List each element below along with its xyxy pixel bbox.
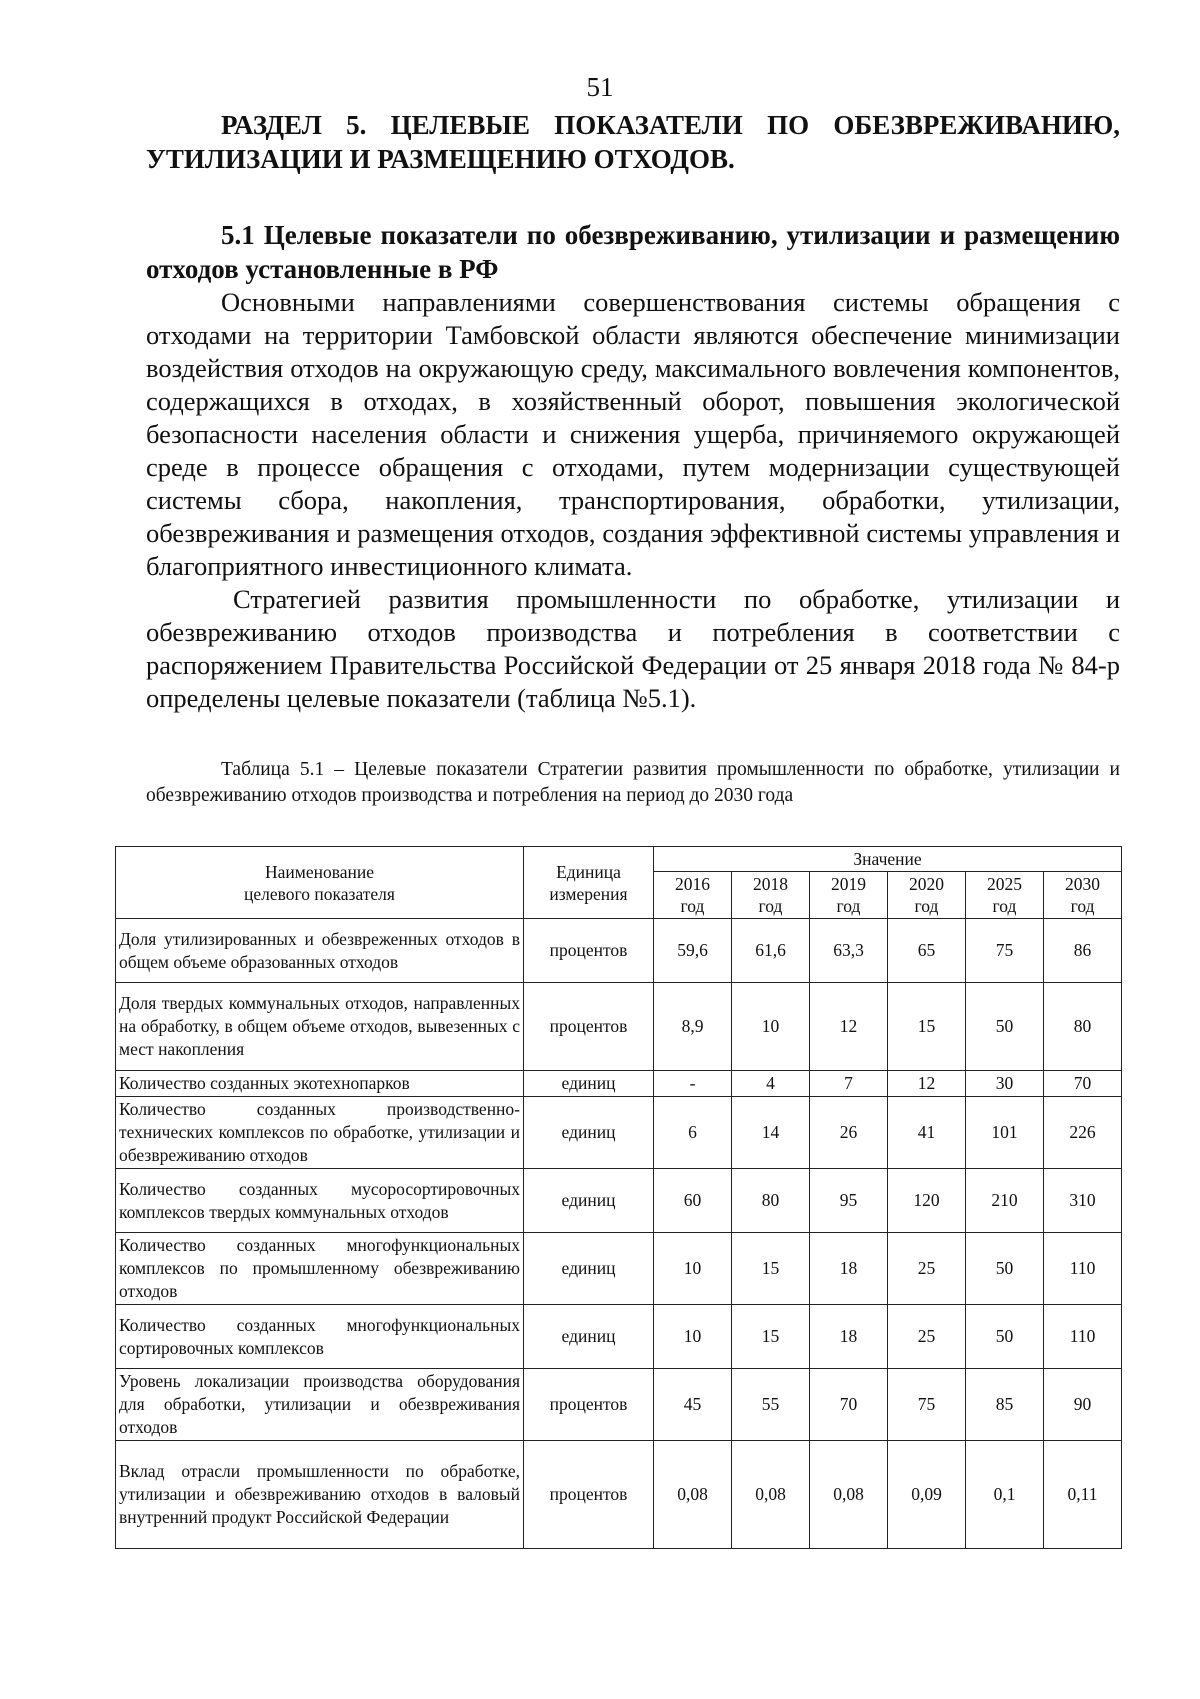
body-paragraph-2: Стратегией развития промышленности по обработке, утилизации и обезвреживанию отходов производства и потребления в соответствии с распоряжением Правительства Российской Федерации от 25 января 2018 года № 84-р определены целевые показатели (таблица №5.1). [146, 584, 1120, 713]
value-cell-2020: 25 [888, 1233, 966, 1305]
table-row [116, 983, 1122, 1071]
value-cell-2020: 75 [888, 1369, 966, 1441]
table-row [116, 1097, 1122, 1169]
unit-cell: процентов [524, 1369, 654, 1441]
year-suffix: год [836, 896, 861, 916]
value-cell-2018: 15 [732, 1305, 810, 1369]
table-row [116, 1305, 1122, 1369]
value-cell-2030: 226 [1044, 1097, 1122, 1169]
value-cell-2019: 18 [810, 1233, 888, 1305]
value-cell-2030: 110 [1044, 1233, 1122, 1305]
table-header-row [116, 847, 1122, 872]
value-cell-2025: 75 [966, 919, 1044, 983]
header-name-line-2: целевого показателя [244, 883, 395, 904]
targets-table-container [115, 846, 1121, 1549]
value-cell-2030: 110 [1044, 1305, 1122, 1369]
unit-cell: процентов [524, 983, 654, 1071]
value-cell-2019: 12 [810, 983, 888, 1071]
header-year-2016 [654, 872, 732, 919]
value-cell-2025: 50 [966, 983, 1044, 1071]
value-cell-2016: 45 [654, 1369, 732, 1441]
indicator-name-cell: Вклад отрасли промышленности по обработке, утилизации и обезвреживанию отходов в валовый внутренний продукт Российской Федерации [116, 1441, 524, 1549]
value-cell-2018: 80 [732, 1169, 810, 1233]
value-cell-2016: 59,6 [654, 919, 732, 983]
table-row [116, 919, 1122, 983]
indicator-name-cell: Количество созданных производственно-технических комплексов по обработке, утилизации и обезвреживанию отходов [116, 1097, 524, 1169]
indicator-name-cell: Уровень локализации производства оборудования для обработки, утилизации и обезвреживания отходов [116, 1369, 524, 1441]
value-cell-2016: 10 [654, 1233, 732, 1305]
unit-cell: процентов [524, 919, 654, 983]
table-caption: Таблица 5.1 – Целевые показатели Стратегии развития промышленности по обработке, утилизации и обезвреживанию отходов производства и потребления на период до 2030 года [146, 759, 1120, 806]
value-cell-2020: 65 [888, 919, 966, 983]
header-unit [524, 847, 654, 919]
header-unit-line-1: Единица [556, 861, 621, 882]
targets-table [115, 846, 1122, 1549]
year-suffix: год [1070, 896, 1095, 916]
value-cell-2025: 0,1 [966, 1441, 1044, 1549]
header-indicator-name [116, 847, 524, 919]
value-cell-2016: 0,08 [654, 1441, 732, 1549]
value-cell-2018: 14 [732, 1097, 810, 1169]
value-cell-2019: 7 [810, 1071, 888, 1097]
value-cell-2020: 41 [888, 1097, 966, 1169]
indicator-name-cell: Количество созданных многофункциональных комплексов по промышленному обезвреживанию отходов [116, 1233, 524, 1305]
header-year-2018 [732, 872, 810, 919]
value-cell-2018: 10 [732, 983, 810, 1071]
year-label: 2019 [831, 874, 866, 894]
value-cell-2016: 60 [654, 1169, 732, 1233]
body-paragraph-1: Основными направлениями совершенствования системы обращения с отходами на территории Тамбовской области являются обеспечение минимизации воздействия отходов на окружающую среду, максимального вовлечения компонентов, содержащихся в отходах, в хозяйственный оборот, повышения экологической безопасности населения области и снижения ущерба, причиняемого окружающей среде в процессе обращения с отходами, путем модернизации существующей системы сбора, накопления, транспортирования, обработки, утилизации, обезвреживания и размещения отходов, создания эффективной системы управления и благоприятного инвестиционного климата. [146, 287, 1120, 581]
value-cell-2020: 15 [888, 983, 966, 1071]
year-label: 2025 [987, 874, 1022, 894]
subsection-heading: 5.1 Целевые показатели по обезвреживанию, утилизации и размещению отходов установленные в РФ [146, 220, 1120, 284]
value-cell-2030: 86 [1044, 919, 1122, 983]
header-year-2019 [810, 872, 888, 919]
unit-cell: единиц [524, 1305, 654, 1369]
value-cell-2018: 61,6 [732, 919, 810, 983]
table-row [116, 1441, 1122, 1549]
year-label: 2020 [909, 874, 944, 894]
value-cell-2019: 95 [810, 1169, 888, 1233]
header-value: Значение [654, 847, 1122, 872]
value-cell-2016: 8,9 [654, 983, 732, 1071]
indicator-name-cell: Доля утилизированных и обезвреженных отходов в общем объеме образованных отходов [116, 919, 524, 983]
value-cell-2019: 70 [810, 1369, 888, 1441]
value-cell-2025: 101 [966, 1097, 1044, 1169]
indicator-name-cell: Количество созданных экотехнопарков [116, 1071, 524, 1097]
header-year-2025 [966, 872, 1044, 919]
unit-cell: единиц [524, 1233, 654, 1305]
header-year-2020 [888, 872, 966, 919]
value-cell-2018: 15 [732, 1233, 810, 1305]
unit-cell: единиц [524, 1071, 654, 1097]
value-cell-2030: 0,11 [1044, 1441, 1122, 1549]
header-name-line-1: Наименование [264, 861, 375, 882]
year-label: 2030 [1065, 874, 1101, 894]
header-year-2030 [1044, 872, 1122, 919]
table-row [116, 1071, 1122, 1097]
unit-cell: процентов [524, 1441, 654, 1549]
value-cell-2020: 120 [888, 1169, 966, 1233]
year-suffix: год [914, 896, 939, 916]
value-cell-2025: 30 [966, 1071, 1044, 1097]
value-cell-2018: 4 [732, 1071, 810, 1097]
year-label: 2016 [675, 874, 710, 894]
value-cell-2030: 90 [1044, 1369, 1122, 1441]
value-cell-2018: 55 [732, 1369, 810, 1441]
table-body [116, 919, 1122, 1549]
section-heading: РАЗДЕЛ 5. ЦЕЛЕВЫЕ ПОКАЗАТЕЛИ ПО ОБЕЗВРЕЖИВАНИЮ, УТИЛИЗАЦИИ И РАЗМЕЩЕНИЮ ОТХОДОВ. [146, 110, 1120, 174]
year-label: 2018 [753, 874, 788, 894]
indicator-name-cell: Доля твердых коммунальных отходов, направленных на обработку, в общем объеме отходов, вывезенных с мест накопления [116, 983, 524, 1071]
value-cell-2025: 85 [966, 1369, 1044, 1441]
unit-cell: единиц [524, 1169, 654, 1233]
value-cell-2020: 12 [888, 1071, 966, 1097]
value-cell-2025: 50 [966, 1233, 1044, 1305]
value-cell-2019: 18 [810, 1305, 888, 1369]
value-cell-2025: 50 [966, 1305, 1044, 1369]
unit-cell: единиц [524, 1097, 654, 1169]
table-row [116, 1233, 1122, 1305]
indicator-name-cell: Количество созданных многофункциональных сортировочных комплексов [116, 1305, 524, 1369]
indicator-name-cell: Количество созданных мусоросортировочных комплексов твердых коммунальных отходов [116, 1169, 524, 1233]
table-row [116, 1169, 1122, 1233]
year-suffix: год [758, 896, 783, 916]
value-cell-2020: 0,09 [888, 1441, 966, 1549]
value-cell-2030: 70 [1044, 1071, 1122, 1097]
year-suffix: год [680, 896, 705, 916]
value-cell-2020: 25 [888, 1305, 966, 1369]
value-cell-2019: 0,08 [810, 1441, 888, 1549]
value-cell-2016: 10 [654, 1305, 732, 1369]
value-cell-2018: 0,08 [732, 1441, 810, 1549]
table-row [116, 1369, 1122, 1441]
value-cell-2030: 310 [1044, 1169, 1122, 1233]
value-cell-2019: 63,3 [810, 919, 888, 983]
value-cell-2016: - [654, 1071, 732, 1097]
value-cell-2019: 26 [810, 1097, 888, 1169]
value-cell-2025: 210 [966, 1169, 1044, 1233]
page-number: 51 [586, 72, 614, 102]
header-unit-line-2: измерения [549, 883, 628, 904]
year-suffix: год [992, 896, 1017, 916]
page-content [146, 108, 1120, 809]
value-cell-2030: 80 [1044, 983, 1122, 1071]
value-cell-2016: 6 [654, 1097, 732, 1169]
